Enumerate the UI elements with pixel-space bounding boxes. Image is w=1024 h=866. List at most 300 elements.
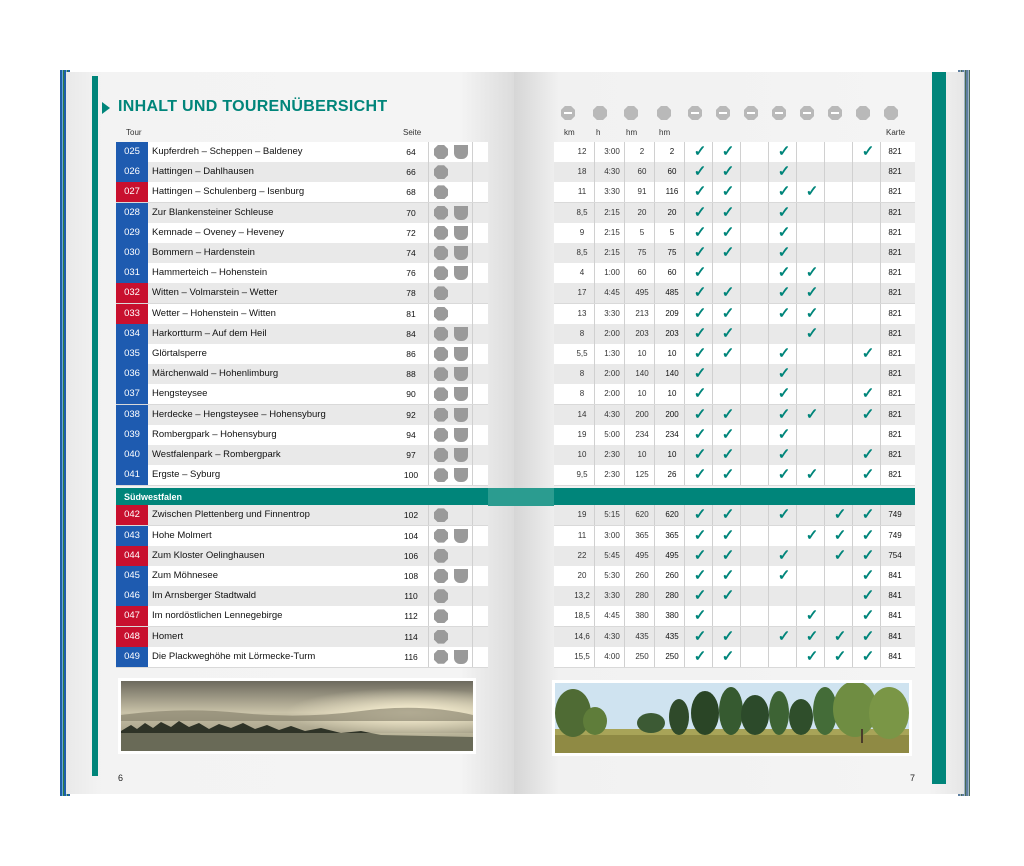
tour-page: 72 [406,227,416,238]
check-icon: ✓ [861,587,875,605]
row-left-cell [116,384,488,405]
table-row[interactable] [116,263,915,283]
row-left-cell [116,203,488,224]
tour-number: 042 [116,505,148,525]
table-row[interactable] [116,627,915,647]
row-right-cell [554,566,915,587]
tour-descent: 365 [665,530,679,540]
trail-type-icon [454,226,468,240]
column-divider [880,162,881,182]
column-divider [824,203,825,223]
table-row[interactable] [116,203,915,223]
info-icon [744,106,758,120]
tour-ascent: 280 [635,591,649,601]
column-divider [768,182,769,202]
column-divider [768,223,769,243]
row-right-cell [554,203,915,224]
title-arrow-icon [102,102,110,114]
check-icon: ✓ [721,345,735,362]
column-divider [824,142,825,162]
column-divider [768,425,769,445]
trail-type-icon [454,387,468,401]
column-divider [824,182,825,202]
tour-number: 047 [116,606,148,626]
table-row[interactable] [116,505,915,525]
column-divider [796,364,797,384]
tour-map-number: 821 [888,369,902,379]
check-icon: ✓ [721,284,735,302]
column-divider [796,344,797,364]
tour-name: Witten – Volmarstein – Wetter [152,287,278,299]
column-divider [796,606,797,626]
column-divider [684,425,685,445]
column-divider [852,505,853,525]
tour-ascent: 200 [635,409,649,419]
check-icon: ✓ [777,425,791,443]
tour-name: Hohe Molmert [152,529,212,541]
column-divider [594,425,595,445]
check-icon: ✓ [693,304,707,322]
column-divider [768,445,769,465]
table-row[interactable] [116,364,915,384]
column-divider [852,546,853,566]
column-divider [824,324,825,344]
column-divider [654,647,655,667]
table-row[interactable] [116,243,915,263]
column-divider [852,304,853,324]
column-divider [428,304,429,324]
tour-descent: 5 [669,227,675,237]
tour-ascent: 20 [637,207,647,217]
table-row[interactable] [116,344,915,364]
column-divider [740,606,741,626]
check-icon: ✓ [805,304,819,322]
column-divider [852,182,853,202]
column-divider [712,304,713,324]
table-row[interactable] [116,586,915,606]
column-divider [880,384,881,404]
tour-descent: 10 [667,450,677,459]
difficulty-icon [434,266,448,280]
tour-map-number: 821 [888,248,902,257]
tour-map-number: 841 [888,611,902,621]
tour-hours: 2:30 [604,450,620,459]
column-divider [472,405,473,425]
tour-km: 8,5 [576,248,588,257]
tour-number: 032 [116,283,148,303]
tour-page: 70 [406,207,416,218]
column-divider [740,263,741,283]
check-icon: ✓ [861,405,875,423]
column-divider [594,405,595,425]
tour-page: 108 [403,571,419,581]
tour-km: 14,6 [574,631,590,641]
column-divider [472,304,473,324]
tour-hours: 5:00 [604,429,620,439]
column-divider [712,526,713,546]
check-icon: ✓ [861,526,875,544]
column-divider [824,304,825,324]
table-row[interactable] [116,546,915,566]
column-divider [740,243,741,263]
column-divider [684,223,685,243]
column-divider [472,243,473,263]
tour-name: Harkortturm – Auf dem Heil [152,327,267,339]
column-divider [428,344,429,364]
row-left-cell [116,142,488,163]
column-divider [824,627,825,647]
column-divider [880,283,881,303]
column-divider [594,627,595,647]
table-row[interactable] [116,425,915,445]
column-divider [684,384,685,404]
tour-number: 040 [116,445,148,465]
check-icon: ✓ [721,466,735,484]
check-icon: ✓ [693,183,707,201]
difficulty-icon [434,367,448,381]
row-right-cell [554,586,915,607]
column-divider [852,606,853,626]
row-left-cell [116,344,488,365]
tour-number: 030 [116,243,148,263]
check-icon: ✓ [861,446,875,463]
tour-km: 9 [579,227,585,237]
tour-page: 106 [403,550,419,561]
tour-number: 035 [116,344,148,364]
row-right-cell [554,606,915,627]
column-divider [768,344,769,364]
check-icon: ✓ [721,627,735,645]
trail-type-icon [454,569,468,583]
table-row[interactable] [116,526,915,546]
column-divider [712,364,713,384]
check-icon: ✓ [693,466,707,484]
check-icon: ✓ [721,244,735,261]
column-divider [740,162,741,182]
tour-map-number: 821 [888,429,902,439]
column-divider [880,364,881,384]
column-divider [824,223,825,243]
tour-descent: 620 [665,510,679,520]
row-right-cell [554,627,915,648]
column-divider [712,223,713,243]
tour-number: 034 [116,324,148,344]
difficulty-icon [434,549,448,563]
column-divider [654,526,655,546]
tour-number: 026 [116,162,148,182]
row-right-cell [554,405,915,426]
check-icon: ✓ [833,627,847,645]
tour-descent: 280 [665,591,679,601]
tour-map-number: 821 [888,409,902,419]
column-divider [768,566,769,586]
column-divider [594,384,595,404]
misty-forest-photo [118,678,476,754]
column-divider [712,405,713,425]
open-book [60,66,970,801]
duration-icon [593,106,607,120]
tour-number: 036 [116,364,148,384]
difficulty-icon [434,226,448,240]
row-left-cell [116,606,488,627]
table-row[interactable] [116,566,915,586]
tour-page: 102 [403,510,419,521]
column-divider [768,243,769,263]
column-divider [624,223,625,243]
tour-ascent: 125 [635,470,649,480]
tour-page: 78 [406,288,416,299]
table-row[interactable] [116,223,915,243]
column-divider [712,505,713,525]
column-divider [684,243,685,263]
check-icon: ✓ [777,345,791,362]
column-divider [824,263,825,283]
table-row[interactable] [116,384,915,404]
column-divider [624,405,625,425]
row-left-cell [116,364,488,385]
check-icon: ✓ [721,324,735,342]
tour-name: Zum Möhnesee [152,570,219,581]
check-icon: ✓ [805,526,819,544]
column-divider [428,445,429,465]
tour-km: 4 [579,268,585,278]
tour-hours: 4:45 [604,611,620,621]
table-row[interactable] [116,465,915,485]
column-divider [472,203,473,223]
column-divider [824,243,825,263]
page-number-left: 6 [118,773,124,783]
column-divider [880,263,881,283]
column-divider [594,465,595,485]
tour-descent: 495 [665,550,679,560]
check-icon: ✓ [693,647,707,665]
column-divider [594,304,595,324]
trail-type-icon [454,650,468,664]
page-number-right: 7 [910,773,916,783]
tour-name: Bommern – Hardenstein [152,247,255,258]
column-divider [684,182,685,202]
tour-km: 8 [579,369,585,379]
column-divider [624,566,625,586]
tour-km: 13 [577,308,587,318]
table-row[interactable] [116,182,915,202]
tour-ascent: 2 [639,147,645,156]
tour-km: 8,5 [576,207,588,217]
page-title: INHALT UND TOURENÜBERSICHT [118,98,388,115]
column-divider [594,344,595,364]
difficulty-icon [434,650,448,664]
tour-map-number: 821 [888,268,902,278]
check-icon: ✓ [861,506,875,524]
check-icon: ✓ [721,203,735,221]
row-right-cell [554,223,915,244]
column-divider [428,324,429,344]
column-divider [472,566,473,586]
tour-hours: 2:15 [604,248,620,257]
tour-number: 041 [116,465,148,485]
column-divider [712,566,713,586]
table-row[interactable] [116,283,915,303]
check-icon: ✓ [721,647,735,665]
difficulty-icon [434,428,448,442]
tour-descent: 2 [669,147,675,156]
tour-name: Im nordöstlichen Lennegebirge [152,610,283,622]
table-row[interactable] [116,647,915,667]
column-divider [712,324,713,344]
column-divider [684,263,685,283]
tour-hours: 5:15 [604,510,620,520]
column-divider [880,324,881,344]
table-row[interactable] [116,606,915,626]
tour-page: 64 [406,147,416,157]
column-divider [712,182,713,202]
column-divider [740,223,741,243]
tour-map-number: 821 [888,328,902,338]
column-divider [880,344,881,364]
check-icon: ✓ [833,546,847,564]
column-divider [472,223,473,243]
column-divider [472,606,473,626]
column-divider [472,263,473,283]
column-divider [796,405,797,425]
column-divider [712,384,713,404]
column-divider [768,304,769,324]
row-left-cell [116,627,488,648]
tour-map-number: 841 [888,591,902,601]
check-icon: ✓ [833,526,847,544]
row-left-cell [116,566,488,587]
trail-type-icon [454,428,468,442]
tour-km: 18,5 [574,611,590,621]
column-divider [654,304,655,324]
check-icon: ✓ [833,647,847,665]
column-divider [768,263,769,283]
check-icon: ✓ [805,627,819,645]
tour-ascent: 620 [635,510,649,520]
row-left-cell [116,263,488,284]
tour-descent: 200 [665,409,679,419]
column-divider [712,283,713,303]
column-divider [852,405,853,425]
difficulty-icon [434,347,448,361]
row-left-cell [116,162,488,183]
check-icon: ✓ [721,223,735,241]
column-divider [624,182,625,202]
column-divider [624,586,625,606]
trail-type-icon [454,206,468,220]
column-divider [852,586,853,606]
check-icon: ✓ [777,506,791,524]
table-row[interactable] [116,445,915,465]
column-divider [472,465,473,485]
column-divider [684,546,685,566]
column-divider [740,445,741,465]
column-divider [472,162,473,182]
tour-km: 11 [577,530,587,540]
tour-hours: 2:00 [604,369,620,379]
trail-type-icon [454,408,468,422]
column-divider [740,324,741,344]
tour-hours: 2:00 [604,328,620,338]
check-icon: ✓ [805,607,819,625]
tour-ascent: 60 [637,167,647,177]
column-divider [624,263,625,283]
column-divider [594,546,595,566]
tour-number: 039 [116,425,148,445]
column-divider [796,627,797,647]
tour-hours: 2:15 [604,227,620,237]
left-thumb-tab [92,76,98,776]
difficulty-icon [434,508,448,522]
column-divider [796,243,797,263]
tour-number: 045 [116,566,148,586]
row-right-cell [554,526,915,547]
column-divider [796,566,797,586]
column-divider [852,425,853,445]
column-divider [684,405,685,425]
difficulty-icon [434,145,448,159]
column-divider [654,142,655,162]
check-icon: ✓ [777,203,791,221]
table-row[interactable] [116,142,915,162]
tour-hours: 1:00 [604,268,620,278]
stroller-icon [688,106,702,120]
tour-descent: 26 [667,470,677,480]
check-icon: ✓ [805,647,819,665]
tour-ascent: 495 [635,288,649,298]
tour-map-number: 841 [888,571,902,580]
table-row[interactable] [116,324,915,344]
column-divider [684,344,685,364]
column-divider [684,647,685,667]
column-divider [768,162,769,182]
tour-name: Homert [152,630,184,642]
column-divider [594,606,595,626]
tour-km: 12 [577,147,587,156]
check-icon: ✓ [693,425,707,443]
bench-icon [716,106,730,120]
column-divider [684,283,685,303]
check-icon: ✓ [693,385,707,403]
column-divider [768,647,769,667]
row-right-cell [554,162,915,183]
viewpoint-icon [800,106,814,120]
check-icon: ✓ [777,365,791,383]
check-icon: ✓ [777,244,791,261]
column-divider [796,203,797,223]
difficulty-icon [434,529,448,543]
column-divider [654,182,655,202]
table-row[interactable] [116,304,915,324]
column-divider [796,283,797,303]
restaurant-icon [772,106,786,120]
tour-hours: 3:30 [604,591,620,601]
table-row[interactable] [116,405,915,425]
column-divider [684,465,685,485]
column-divider [684,526,685,546]
tour-page: 100 [403,470,419,481]
column-divider [654,505,655,525]
check-icon: ✓ [693,284,707,302]
column-divider [428,263,429,283]
column-divider [712,546,713,566]
column-divider [472,505,473,525]
tour-km: 10 [577,450,587,459]
table-row[interactable] [116,162,915,182]
ascent-icon [624,106,638,120]
tour-map-number: 821 [888,349,902,358]
tour-map-number: 821 [888,147,902,156]
